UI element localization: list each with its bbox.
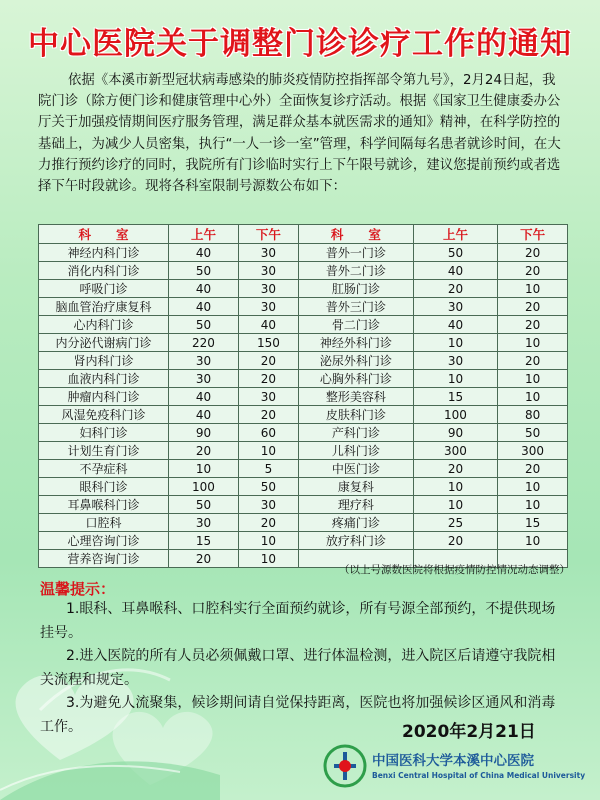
cell-am: 20 xyxy=(413,280,497,298)
cell-pm: 10 xyxy=(498,370,568,388)
cell-department: 肿瘤内科门诊 xyxy=(39,388,169,406)
cell-pm: 15 xyxy=(498,514,568,532)
cell-am: 50 xyxy=(413,244,497,262)
cell-pm: 10 xyxy=(498,280,568,298)
cell-department: 血液内科门诊 xyxy=(39,370,169,388)
cell-am: 30 xyxy=(169,514,239,532)
cell-pm: 20 xyxy=(498,244,568,262)
cell-am: 10 xyxy=(413,496,497,514)
table-row xyxy=(39,280,568,298)
cell-department: 妇科门诊 xyxy=(39,424,169,442)
cell-am: 20 xyxy=(413,532,497,550)
cell-department: 心胸外科门诊 xyxy=(298,370,413,388)
cell-am: 40 xyxy=(413,262,497,280)
cell-pm: 10 xyxy=(238,532,298,550)
cell-am: 40 xyxy=(169,298,239,316)
cell-department: 骨二门诊 xyxy=(298,316,413,334)
cell-am: 10 xyxy=(169,460,239,478)
notice-date: 2020年2月21日 xyxy=(402,722,536,742)
tip-item: 3.为避免人流聚集，候诊期间请自觉保持距离，医院也将加强候诊区通风和消毒工作。 xyxy=(40,695,556,735)
cell-pm: 20 xyxy=(238,514,298,532)
table-row xyxy=(39,244,568,262)
cell-department: 心内科门诊 xyxy=(39,316,169,334)
cell-department: 中医门诊 xyxy=(298,460,413,478)
table-note: （以上号源数医院将根据疫情防控情况动态调整） xyxy=(339,564,570,576)
cell-pm: 5 xyxy=(238,460,298,478)
cell-pm: 80 xyxy=(498,406,568,424)
cell-department: 理疗科 xyxy=(298,496,413,514)
cell-department: 康复科 xyxy=(298,478,413,496)
cell-department: 普外三门诊 xyxy=(298,298,413,316)
cell-am: 15 xyxy=(413,388,497,406)
cell-pm: 20 xyxy=(498,460,568,478)
table-header-row xyxy=(39,225,568,244)
cell-department: 风湿免疫科门诊 xyxy=(39,406,169,424)
cell-department: 皮肤科门诊 xyxy=(298,406,413,424)
header-pm-left: 下午 xyxy=(238,225,298,244)
table-row xyxy=(39,370,568,388)
table-row xyxy=(39,496,568,514)
cell-am: 220 xyxy=(169,334,239,352)
cell-pm: 20 xyxy=(238,352,298,370)
cell-am: 50 xyxy=(169,496,239,514)
cell-am: 20 xyxy=(413,460,497,478)
cell-pm: 150 xyxy=(238,334,298,352)
cell-department: 泌尿外科门诊 xyxy=(298,352,413,370)
cell-pm: 30 xyxy=(238,388,298,406)
tips-title: 温馨提示： xyxy=(40,580,116,598)
cell-am: 20 xyxy=(169,550,239,568)
intro-paragraph: 依据《本溪市新型冠状病毒感染的肺炎疫情防控指挥部令第九号》，2月24日起，我院门诊（除方便门诊和健康管理中心外）全面恢复诊疗活动。根据《国家卫生健康委办公厅关于加强疫情期间医疗服务管理，满足群众基本就医需求的通知》精神，在科学防控的基础上，为减少人员密集，执行“一人一诊一室”管理，科学间隔每名患者就诊时间，在大力推行预约诊疗的同时，我院所有门诊临时实行上下午限号就诊，建议您提前预约或者选择下午时段就诊。现将各科室限制号源数公布如下： xyxy=(38,73,561,195)
header-department-right: 科 室 xyxy=(298,225,413,244)
cell-department: 口腔科 xyxy=(39,514,169,532)
table-row xyxy=(39,298,568,316)
cell-am: 30 xyxy=(169,370,239,388)
cell-department: 眼科门诊 xyxy=(39,478,169,496)
cell-pm: 30 xyxy=(238,244,298,262)
cell-am: 25 xyxy=(413,514,497,532)
cell-pm: 30 xyxy=(238,262,298,280)
cell-department: 产科门诊 xyxy=(298,424,413,442)
table-row xyxy=(39,352,568,370)
header-am-left: 上午 xyxy=(169,225,239,244)
cell-department: 不孕症科 xyxy=(39,460,169,478)
cell-pm: 60 xyxy=(238,424,298,442)
cell-pm: 20 xyxy=(498,352,568,370)
cell-am: 100 xyxy=(413,406,497,424)
tip-item: 2.进入医院的所有人员必须佩戴口罩、进行体温检测，进入院区后请遵守我院相关流程和规定。 xyxy=(40,648,556,688)
cell-am: 10 xyxy=(413,370,497,388)
table-row xyxy=(39,406,568,424)
cell-pm: 20 xyxy=(498,262,568,280)
cell-pm: 10 xyxy=(498,388,568,406)
cell-am: 30 xyxy=(413,298,497,316)
cell-pm: 10 xyxy=(238,550,298,568)
cell-am: 40 xyxy=(169,406,239,424)
header-pm-right: 下午 xyxy=(498,225,568,244)
cell-pm: 10 xyxy=(238,442,298,460)
hospital-signature xyxy=(322,743,586,789)
cell-am: 20 xyxy=(169,442,239,460)
table-row xyxy=(39,316,568,334)
table-row xyxy=(39,262,568,280)
cell-am: 10 xyxy=(413,478,497,496)
cell-am: 90 xyxy=(413,424,497,442)
cell-am: 30 xyxy=(413,352,497,370)
header-department-left: 科 室 xyxy=(39,225,169,244)
table-row xyxy=(39,514,568,532)
tip-item: 1.眼科、耳鼻喉科、口腔科实行全面预约就诊，所有号源全部预约，不提供现场挂号。 xyxy=(40,601,556,641)
cell-pm: 30 xyxy=(238,496,298,514)
cell-am: 40 xyxy=(413,316,497,334)
notice-title: 中心医院关于调整门诊诊疗工作的通知 xyxy=(28,26,572,62)
cell-am: 40 xyxy=(169,244,239,262)
cell-am: 30 xyxy=(169,352,239,370)
cell-department: 普外一门诊 xyxy=(298,244,413,262)
clinic-quota-table xyxy=(38,224,568,568)
cell-department: 儿科门诊 xyxy=(298,442,413,460)
table-row xyxy=(39,460,568,478)
cell-pm: 300 xyxy=(498,442,568,460)
cell-pm: 50 xyxy=(498,424,568,442)
cell-department: 计划生育门诊 xyxy=(39,442,169,460)
cell-department: 肾内科门诊 xyxy=(39,352,169,370)
cell-department: 脑血管治疗康复科 xyxy=(39,298,169,316)
cell-pm: 10 xyxy=(498,532,568,550)
cell-am: 300 xyxy=(413,442,497,460)
table-row xyxy=(39,532,568,550)
cell-department: 放疗科门诊 xyxy=(298,532,413,550)
cell-department: 整形美容科 xyxy=(298,388,413,406)
cell-am: 10 xyxy=(413,334,497,352)
cell-pm: 30 xyxy=(238,280,298,298)
cell-am: 15 xyxy=(169,532,239,550)
cell-department: 内分泌代谢病门诊 xyxy=(39,334,169,352)
cell-department: 神经外科门诊 xyxy=(298,334,413,352)
cell-am: 40 xyxy=(169,280,239,298)
cell-department: 营养咨询门诊 xyxy=(39,550,169,568)
cell-department: 普外二门诊 xyxy=(298,262,413,280)
cell-department: 神经内科门诊 xyxy=(39,244,169,262)
table-row xyxy=(39,424,568,442)
cell-pm: 10 xyxy=(498,496,568,514)
hospital-logo-icon xyxy=(322,743,368,789)
cell-pm: 20 xyxy=(498,316,568,334)
hospital-name-en: Benxi Central Hospital of China Medical University xyxy=(372,771,586,780)
cell-am: 90 xyxy=(169,424,239,442)
cell-pm: 50 xyxy=(238,478,298,496)
cell-department: 耳鼻喉科门诊 xyxy=(39,496,169,514)
table-body xyxy=(39,244,568,568)
table-row xyxy=(39,388,568,406)
hospital-name-cn: 中国医科大学本溪中心医院 xyxy=(372,753,534,769)
cell-am: 50 xyxy=(169,316,239,334)
cell-pm: 30 xyxy=(238,298,298,316)
cell-am: 100 xyxy=(169,478,239,496)
cell-pm: 10 xyxy=(498,334,568,352)
cell-department: 呼吸门诊 xyxy=(39,280,169,298)
cell-department: 消化内科门诊 xyxy=(39,262,169,280)
cell-pm: 20 xyxy=(238,406,298,424)
cell-department: 心理咨询门诊 xyxy=(39,532,169,550)
table-row xyxy=(39,478,568,496)
table-row xyxy=(39,442,568,460)
header-am-right: 上午 xyxy=(413,225,497,244)
table-row xyxy=(39,334,568,352)
cell-am: 40 xyxy=(169,388,239,406)
cell-pm: 40 xyxy=(238,316,298,334)
cell-pm: 20 xyxy=(498,298,568,316)
cell-pm: 10 xyxy=(498,478,568,496)
cell-pm: 20 xyxy=(238,370,298,388)
cell-department: 肛肠门诊 xyxy=(298,280,413,298)
cell-department: 疼痛门诊 xyxy=(298,514,413,532)
cell-am: 50 xyxy=(169,262,239,280)
intro-text xyxy=(38,70,566,197)
